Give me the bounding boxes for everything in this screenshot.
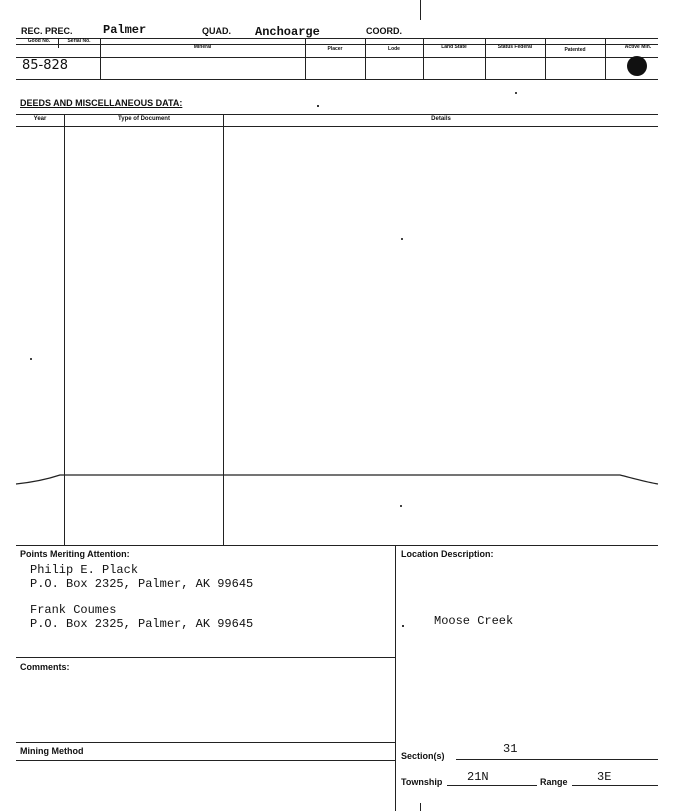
coord-label: COORD. (366, 26, 402, 36)
placer-heading: Placer (327, 46, 343, 52)
col-divider (485, 38, 486, 79)
range-value: 3E (597, 770, 612, 784)
section-value: 31 (503, 742, 518, 756)
location-label: Location Description: (401, 549, 494, 559)
header-top-rule (16, 38, 658, 39)
location-value: Moose Creek (434, 614, 514, 628)
record-number: 85-828 (22, 58, 69, 73)
mining-rule (16, 742, 395, 743)
col-divider (58, 38, 59, 48)
speck (401, 238, 403, 240)
deeds-top-rule (16, 114, 658, 115)
bottom-tick (420, 803, 421, 811)
patented-heading: Patented (564, 47, 586, 53)
year-heading: Year (33, 116, 47, 122)
details-heading: Details (431, 116, 451, 122)
range-label: Range (540, 777, 568, 787)
section-label: Section(s) (401, 751, 445, 761)
points-address: P.O. Box 2325, Palmer, AK 99645 (30, 617, 254, 631)
range-line (572, 785, 658, 786)
deeds-title: DEEDS AND MISCELLANEOUS DATA: (20, 98, 183, 108)
comments-rule (16, 657, 395, 658)
mining-method-label: Mining Method (20, 746, 84, 756)
col-divider (365, 38, 366, 79)
rec-prec-value: Palmer (103, 23, 147, 37)
col-divider (605, 38, 606, 79)
header-mid-rule (16, 57, 658, 58)
lower-col-divider (395, 545, 396, 811)
col-divider (423, 38, 424, 79)
fold-line (0, 468, 678, 494)
top-tick (420, 0, 421, 20)
land-state-heading: Land State (441, 44, 467, 50)
col-divider (305, 38, 306, 79)
serial-no-heading: Serial No. (67, 38, 91, 44)
points-address: P.O. Box 2325, Palmer, AK 99645 (30, 577, 254, 591)
comments-label: Comments: (20, 662, 70, 672)
township-label: Township (401, 777, 443, 787)
lode-heading: Lode (388, 46, 400, 52)
active-heading: Active Min. (624, 44, 652, 50)
speck (317, 105, 319, 107)
rec-prec-label: REC. PREC. (21, 26, 73, 36)
deeds-head-rule (16, 126, 658, 127)
points-name: Frank Coumes (30, 603, 117, 617)
good-no-heading: Good No. (27, 38, 51, 44)
speck (30, 358, 32, 360)
points-name: Philip E. Plack (30, 563, 139, 577)
mineral-heading: Mineral (193, 44, 212, 50)
speck (515, 92, 517, 94)
mining-bottom-rule (16, 760, 395, 761)
speck (400, 505, 402, 507)
points-label: Points Meriting Attention: (20, 549, 130, 559)
status-federal-heading: Status Federal (497, 44, 533, 50)
header-bottom-rule (16, 79, 658, 80)
active-dot (627, 56, 647, 76)
lower-top-rule (16, 545, 658, 546)
quad-label: QUAD. (202, 26, 231, 36)
quad-value: Anchoarge (255, 25, 320, 39)
type-heading: Type of Document (118, 116, 170, 122)
speck (402, 625, 404, 627)
township-line (447, 785, 537, 786)
section-line (456, 759, 658, 760)
col-divider (545, 38, 546, 79)
township-value: 21N (467, 770, 489, 784)
